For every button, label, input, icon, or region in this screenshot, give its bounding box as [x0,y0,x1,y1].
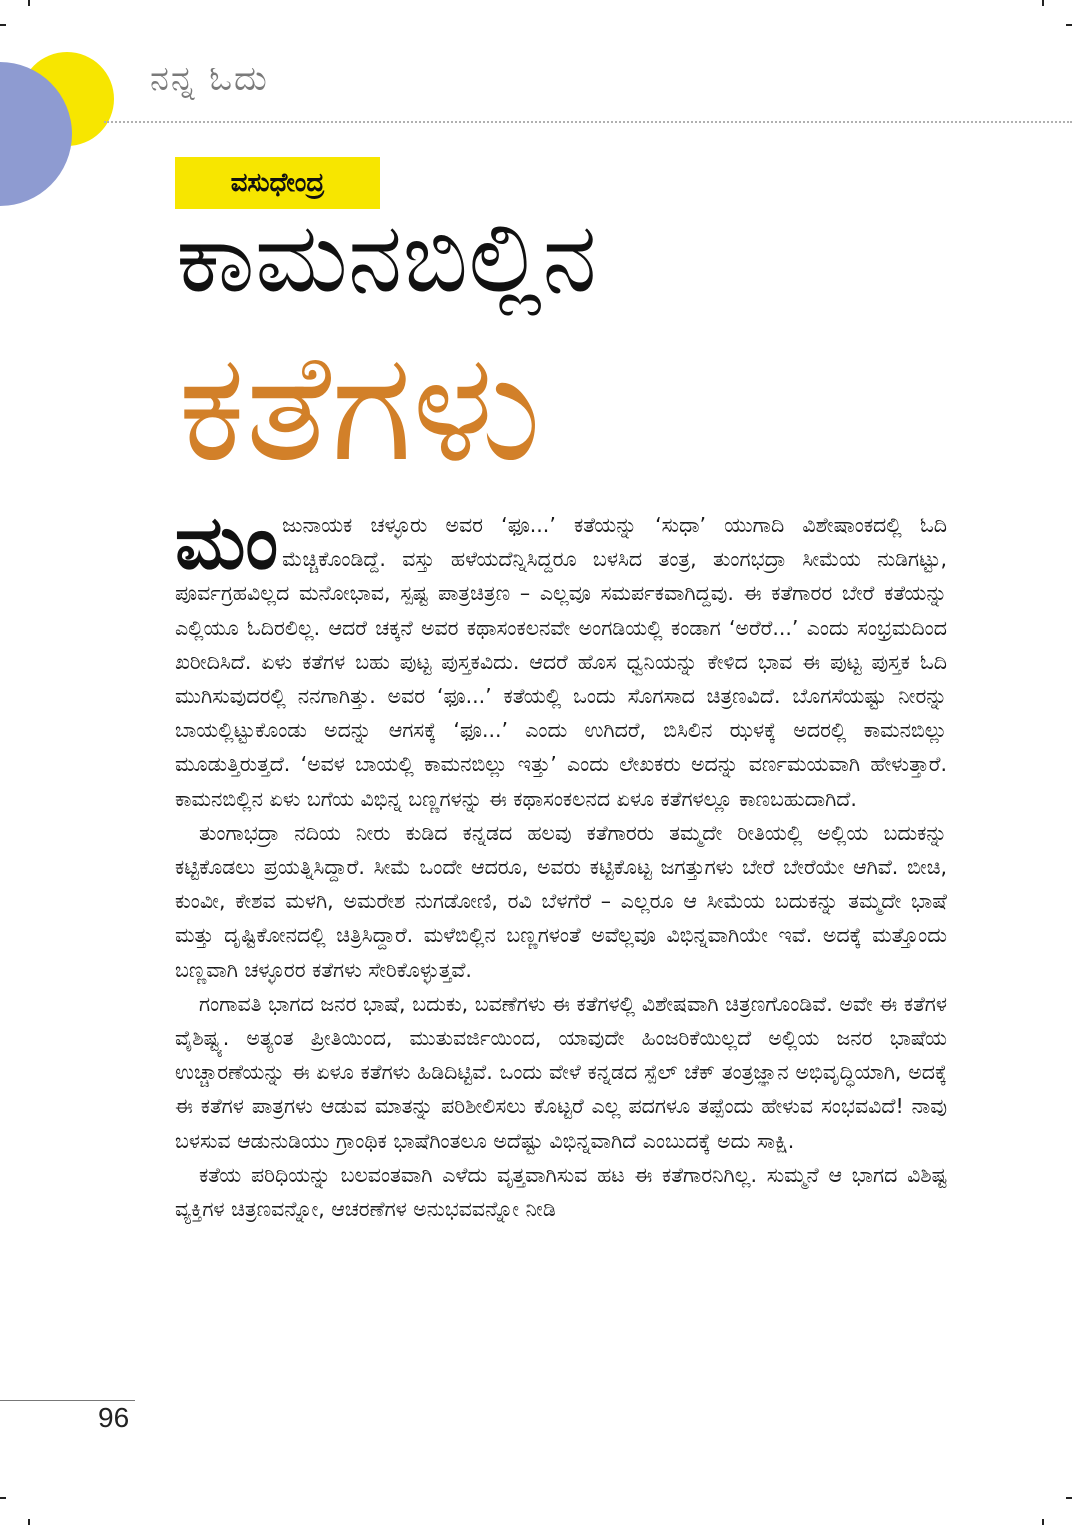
section-label: ನನ್ನ ಓದು [150,59,269,99]
article-paragraph-4: ಕತೆಯ ಪರಿಧಿಯನ್ನು ಬಲವಂತವಾಗಿ ಎಳೆದು ವೃತ್ತವಾಗಿಸುವ ಹಟ ಈ ಕತೆಗಾರನಿಗಿಲ್ಲ. ಸುಮ್ಮನೆ ಆ ಭಾಗದ ವಿಶಿಷ್ಟ ವ್ಯಕ್ತಿಗಳ ಚಿತ್ರಣವನ್ನೋ, ಆಚರಣೆಗಳ ಅನುಭವವನ್ನೋ ನೀಡಿ [175,1162,947,1222]
paragraph-1-text: ಜುನಾಯಕ ಚಳ್ಳೂರು ಅವರ ‘ಫೂ...’ ಕತೆಯನ್ನು ‘ಸುಧಾ’ ಯುಗಾದಿ ವಿಶೇಷಾಂಕದಲ್ಲಿ ಓದಿ ಮೆಚ್ಚಿಕೊಂಡಿದ್ದೆ. ವಸ್ತು ಹಳೆಯದೆನ್ನಿಸಿದ್ದರೂ ಬಳಸಿದ ತಂತ್ರ, ತುಂಗಭದ್ರಾ ಸೀಮೆಯ ನುಡಿಗಟ್ಟು, ಪೂರ್ವಗ್ರಹವಿಲ್ಲದ ಮನೋಭಾವ, ಸ್ಪಷ್ಟ ಪಾತ್ರಚಿತ್ರಣ – ಎಲ್ಲವೂ ಸಮರ್ಪಕವಾಗಿದ್ದವು. ಈ ಕತೆಗಾರರ ಬೇರೆ ಕತೆಯನ್ನು ಎಲ್ಲಿಯೂ ಓದಿರಲಿಲ್ಲ. ಆದರೆ ಚಕ್ಕನೆ ಅವರ ಕಥಾಸಂಕಲನವೇ ಅಂಗಡಿಯಲ್ಲಿ ಕಂಡಾಗ ‘ಅರೆರೆ...’ ಎಂದು ಸಂಭ್ರಮದಿಂದ ಖರೀದಿಸಿದೆ. ಏಳು ಕತೆಗಳ ಬಹು ಪುಟ್ಟ ಪುಸ್ತಕವಿದು. ಆದರೆ ಹೊಸ ಧ್ವನಿಯನ್ನು ಕೇಳಿದ ಭಾವ ಈ ಪುಟ್ಟ ಪುಸ್ತಕ ಓದಿ ಮುಗಿಸುವುದರಲ್ಲಿ ನನಗಾಗಿತ್ತು. ಅವರ ‘ಫೂ...’ ಕತೆಯಲ್ಲಿ ಒಂದು ಸೊಗಸಾದ ಚಿತ್ರಣವಿದೆ. ಬೊಗಸೆಯಷ್ಟು ನೀರನ್ನು ಬಾಯಲ್ಲಿಟ್ಟುಕೊಂಡು ಅದನ್ನು ಆಗಸಕ್ಕೆ ‘ಫೂ...’ ಎಂದು ಉಗಿದರೆ, ಬಿಸಿಲಿನ ಝಳಕ್ಕೆ ಅದರಲ್ಲಿ ಕಾಮನಬಿಲ್ಲು ಮೂಡುತ್ತಿರುತ್ತದೆ. ‘ಅವಳ ಬಾಯಲ್ಲಿ ಕಾಮನಬಿಲ್ಲು ಇತ್ತು’ ಎಂದು ಲೇಖಕರು ಅದನ್ನು ವರ್ಣಮಯವಾಗಿ ಹೇಳುತ್ತಾರೆ. ಕಾಮನಬಿಲ್ಲಿನ ಏಳು ಬಗೆಯ ವಿಭಿನ್ನ ಬಣ್ಣಗಳನ್ನು ಈ ಕಥಾಸಂಕಲನದ ಏಳೂ ಕತೆಗಳಲ್ಲೂ ಕಾಣಬಹುದಾಗಿದೆ. [175,513,947,811]
article-paragraph-1 [175,508,947,816]
author-name: ವಸುಧೇಂದ್ರ [230,167,325,198]
crop-mark-top-left [0,24,6,26]
crop-mark-top-left-vertical [28,0,30,6]
crop-mark-bottom-right-vertical [1042,1519,1044,1525]
article-paragraph-3: ಗಂಗಾವತಿ ಭಾಗದ ಜನರ ಭಾಷೆ, ಬದುಕು, ಬವಣೆಗಳು ಈ ಕತೆಗಳಲ್ಲಿ ವಿಶೇಷವಾಗಿ ಚಿತ್ರಣಗೊಂಡಿವೆ. ಅವೇ ಈ ಕತೆಗಳ ವೈಶಿಷ್ಟ್ಯ. ಅತ್ಯಂತ ಪ್ರೀತಿಯಿಂದ, ಮುತುವರ್ಜಿಯಿಂದ, ಯಾವುದೇ ಹಿಂಜರಿಕೆಯಿಲ್ಲದೆ ಅಲ್ಲಿಯ ಜನರ ಭಾಷೆಯ ಉಚ್ಚಾರಣೆಯನ್ನು ಈ ಏಳೂ ಕತೆಗಳು ಹಿಡಿದಿಟ್ಟಿವೆ. ಒಂದು ವೇಳೆ ಕನ್ನಡದ ಸ್ಪೆಲ್ ಚೆಕ್ ತಂತ್ರಜ್ಞಾನ ಅಭಿವೃದ್ಧಿಯಾಗಿ, ಅದಕ್ಕೆ ಈ ಕತೆಗಳ ಪಾತ್ರಗಳು ಆಡುವ ಮಾತನ್ನು ಪರಿಶೀಲಿಸಲು ಕೊಟ್ಟರೆ ಎಲ್ಲ ಪದಗಳೂ ತಪ್ಪೆಂದು ಹೇಳುವ ಸಂಭವವಿದೆ! ನಾವು ಬಳಸುವ ಆಡುನುಡಿಯು ಗ್ರಾಂಥಿಕ ಭಾಷೆಗಿಂತಲೂ ಅದೆಷ್ಟು ವಿಭಿನ್ನವಾಗಿದೆ ಎಂಬುದಕ್ಕೆ ಅದು ಸಾಕ್ಷಿ. [175,991,947,1153]
drop-cap: ಮಂ [175,508,279,586]
crop-mark-bottom-left [0,1497,6,1499]
crop-mark-top-right [1066,24,1072,26]
crop-mark-bottom-right [1066,1497,1072,1499]
footer-rule [0,1400,135,1401]
dotted-divider [104,121,1072,123]
article-paragraph-2: ತುಂಗಾಭದ್ರಾ ನದಿಯ ನೀರು ಕುಡಿದ ಕನ್ನಡದ ಹಲವು ಕತೆಗಾರರು ತಮ್ಮದೇ ರೀತಿಯಲ್ಲಿ ಅಲ್ಲಿಯ ಬದುಕನ್ನು ಕಟ್ಟಿಕೊಡಲು ಪ್ರಯತ್ನಿಸಿದ್ದಾರೆ. ಸೀಮೆ ಒಂದೇ ಆದರೂ, ಅವರು ಕಟ್ಟಿಕೊಟ್ಟ ಜಗತ್ತುಗಳು ಬೇರೆ ಬೇರೆಯೇ ಆಗಿವೆ. ಬೀಚಿ, ಕುಂವೀ, ಕೇಶವ ಮಳಗಿ, ಅಮರೇಶ ನುಗಡೋಣಿ, ರವಿ ಬೆಳಗೆರೆ – ಎಲ್ಲರೂ ಆ ಸೀಮೆಯ ಬದುಕನ್ನು ತಮ್ಮದೇ ಭಾಷೆ ಮತ್ತು ದೃಷ್ಟಿಕೋನದಲ್ಲಿ ಚಿತ್ರಿಸಿದ್ದಾರೆ. ಮಳೆಬಿಲ್ಲಿನ ಬಣ್ಣಗಳಂತೆ ಅವೆಲ್ಲವೂ ವಿಭಿನ್ನವಾಗಿಯೇ ಇವೆ. ಅದಕ್ಕೆ ಮತ್ತೊಂದು ಬಣ್ಣವಾಗಿ ಚಳ್ಳೂರರ ಕತೆಗಳು ಸೇರಿಕೊಳ್ಳುತ್ತವೆ. [175,820,947,982]
crop-mark-top-right-vertical [1042,0,1044,6]
page-number: 96 [98,1402,130,1433]
article-body [175,508,947,1388]
title-line-1: ಕಾಮನಬಿಲ್ಲಿನ [176,201,597,315]
title-line-2: ಕತೆಗಳು [178,321,542,495]
crop-mark-bottom-left-vertical [28,1519,30,1525]
